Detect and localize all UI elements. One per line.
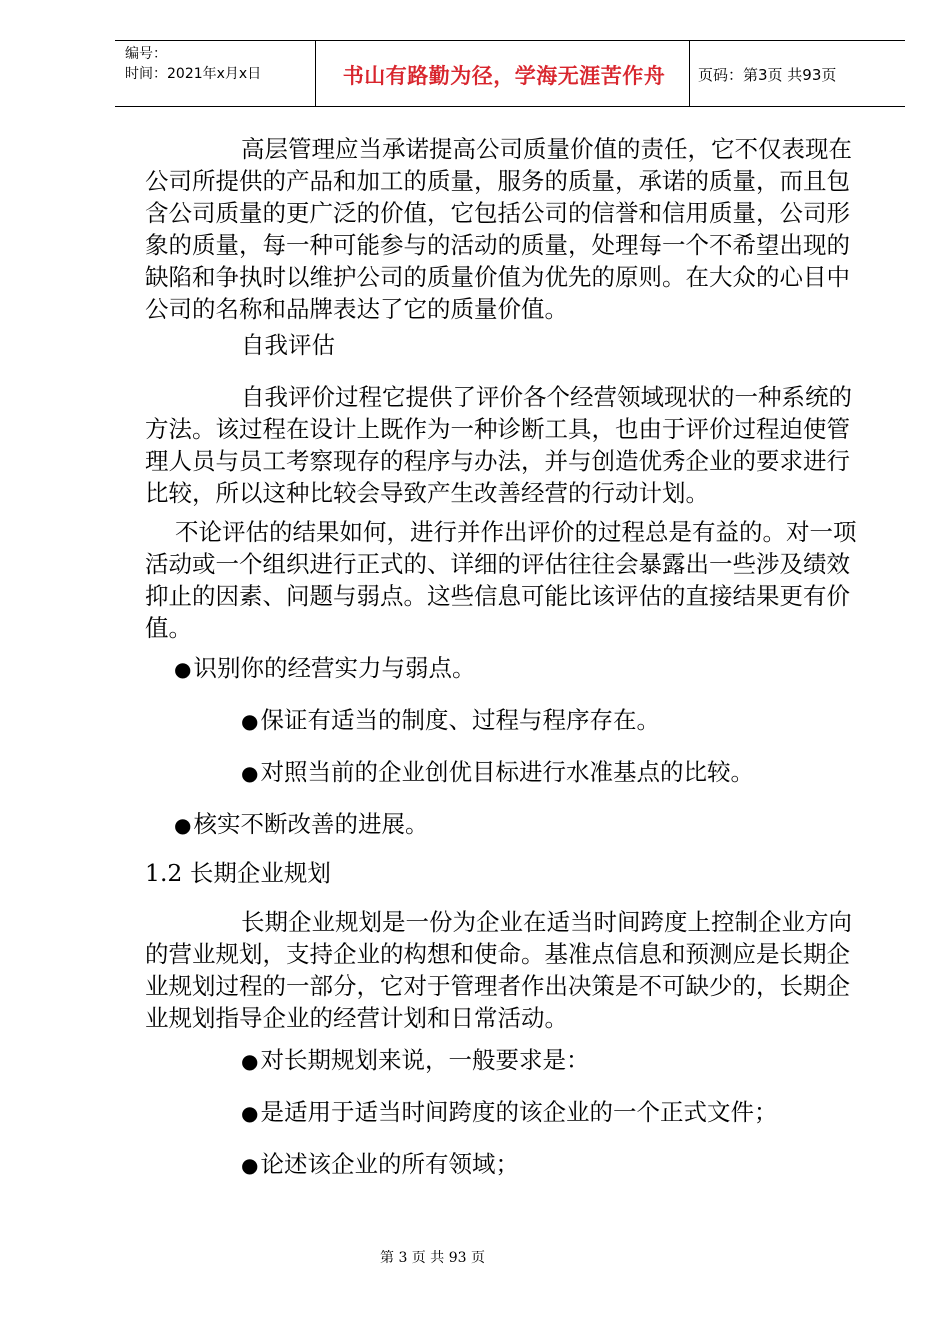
text-line: 缺陷和争执时以维护公司的质量价值为优先的原则。在大众的心目中 [145, 263, 850, 291]
bullet-icon: ● [241, 1101, 259, 1125]
header-number-label: 编号： [125, 46, 167, 62]
bullet-item: ●识别你的经营实力与弱点。 [174, 654, 476, 682]
text-line: 业规划指导企业的经营计划和日常活动。 [145, 1004, 568, 1032]
bullet-icon: ● [241, 761, 259, 785]
text-line: 理人员与员工考察现存的程序与办法，并与创造优秀企业的要求进行 [145, 447, 850, 475]
bullet-item: ●核实不断改善的进展。 [174, 810, 429, 838]
text-line: 公司所提供的产品和加工的质量，服务的质量，承诺的质量，而且包 [145, 167, 850, 195]
bullet-item: ●是适用于适当时间跨度的该企业的一个正式文件； [241, 1098, 778, 1126]
text-line: 高层管理应当承诺提高公司质量价值的责任，它不仅表现在 [241, 135, 852, 163]
header-time-label: 时间：2021年x月x日 [125, 66, 262, 82]
text-line: 比较，所以这种比较会导致产生改善经营的行动计划。 [145, 479, 709, 507]
text-line: 的营业规划，支持企业的构想和使命。基准点信息和预测应是长期企 [145, 940, 850, 968]
bullet-icon: ● [174, 813, 192, 837]
bullet-item: ●对照当前的企业创优目标进行水准基点的比较。 [241, 758, 754, 786]
text-line: 公司的名称和品牌表达了它的质量价值。 [145, 295, 568, 323]
text-line: 长期企业规划是一份为企业在适当时间跨度上控制企业方向 [241, 908, 852, 936]
text-line: 象的质量，每一种可能参与的活动的质量，处理每一个不希望出现的 [145, 231, 850, 259]
text-line: 自我评价过程它提供了评价各个经营领域现状的一种系统的 [241, 383, 852, 411]
bullet-icon: ● [241, 1049, 259, 1073]
bullet-item: ●论述该企业的所有领域； [241, 1150, 519, 1178]
header-divider [315, 41, 316, 106]
text-line: 含公司质量的更广泛的价值，它包括公司的信誉和信用质量，公司形 [145, 199, 850, 227]
text-line: 方法。该过程在设计上既作为一种诊断工具，也由于评价过程迫使管 [145, 415, 850, 443]
page-header [115, 40, 905, 107]
bullet-icon: ● [241, 709, 259, 733]
bullet-item: ●保证有适当的制度、过程与程序存在。 [241, 706, 660, 734]
text-line: 抑止的因素、问题与弱点。这些信息可能比该评估的直接结果更有价 [145, 582, 850, 610]
text-line: 不论评估的结果如何，进行并作出评价的过程总是有益的。对一项 [175, 518, 857, 546]
header-meta [125, 44, 261, 84]
bullet-icon: ● [241, 1153, 259, 1177]
page-footer: 第 3 页 共 93 页 [380, 1250, 485, 1266]
bullet-icon: ● [174, 657, 192, 681]
header-motto: 书山有路勤为径，学海无涯苦作舟 [342, 63, 666, 88]
text-line: 活动或一个组织进行正式的、详细的评估往往会暴露出一些涉及绩效 [145, 550, 850, 578]
heading-self-assessment: 自我评估 [241, 331, 335, 359]
section-heading: 1.2 长期企业规划 [145, 859, 331, 887]
text-line: 业规划过程的一部分，它对于管理者作出决策是不可缺少的，长期企 [145, 972, 850, 1000]
bullet-item: ●对长期规划来说，一般要求是： [241, 1046, 590, 1074]
text-line: 值。 [145, 614, 192, 642]
header-page-info: 页码：第3页 共93页 [698, 66, 837, 84]
